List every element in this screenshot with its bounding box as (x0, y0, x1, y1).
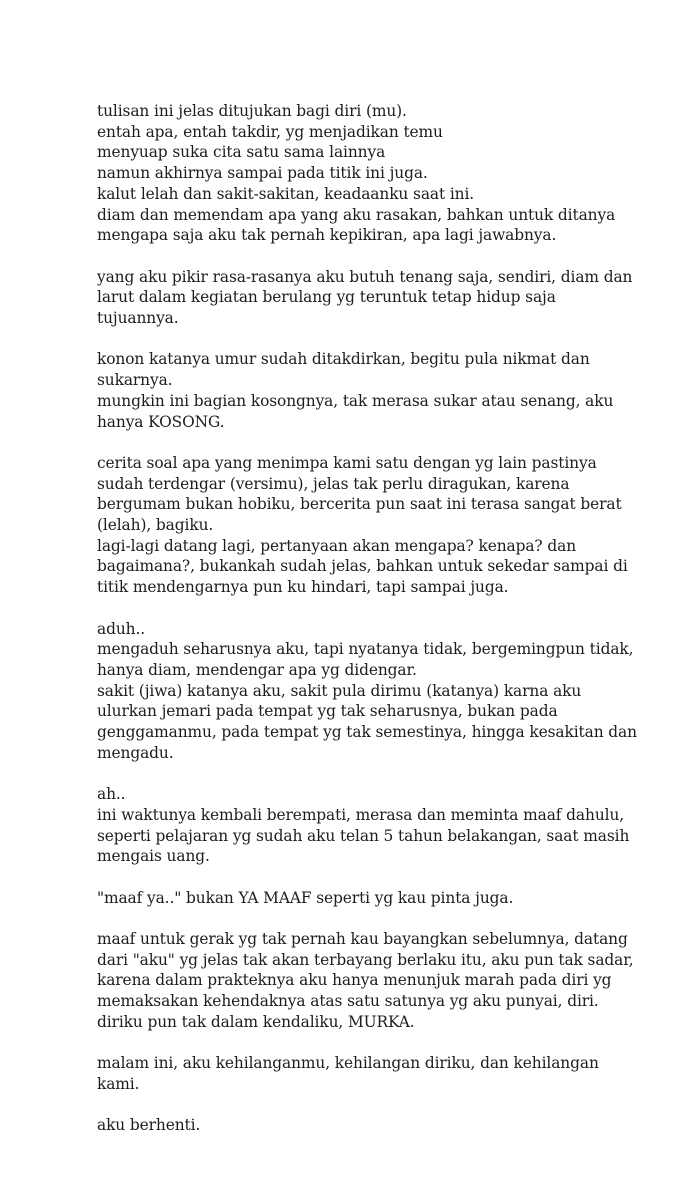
text-line: ulurkan jemari pada tempat yg tak seharusnya, bukan pada (97, 702, 558, 721)
text-line: tujuannya. (97, 309, 179, 328)
paragraph (97, 929, 634, 1033)
text-line: menyuap suka cita satu sama lainnya (97, 143, 386, 162)
text-line: hanya KOSONG. (97, 412, 225, 431)
text-line: sukarnya. (97, 371, 173, 390)
text-line: bergumam bukan hobiku, bercerita pun saat ini terasa sangat berat (97, 495, 622, 514)
text-line: hanya diam, mendengar apa yg didengar. (97, 660, 417, 679)
text-line: sudah terdengar (versimu), jelas tak perlu diragukan, karena (97, 474, 570, 493)
text-line: lagi-lagi datang lagi, pertanyaan akan mengapa? kenapa? dan (97, 536, 577, 555)
text-line: aku berhenti. (97, 1116, 201, 1135)
paragraph (97, 619, 637, 764)
text-line: mengapa saja aku tak pernah kepikiran, apa lagi jawabnya. (97, 226, 557, 245)
text-line: kalut lelah dan sakit-sakitan, keadaanku saat ini. (97, 184, 475, 203)
text-line: memaksakan kehendaknya atas satu satunya yg aku punyai, diri. (97, 992, 599, 1011)
text-line: titik mendengarnya pun ku hindari, tapi sampai juga. (97, 578, 509, 597)
paragraph (97, 453, 628, 598)
paragraph (97, 888, 617, 909)
text-line: (lelah), bagiku. (97, 516, 214, 535)
paragraph (97, 101, 617, 246)
text-line: entah apa, entah takdir, yg menjadikan temu (97, 122, 443, 141)
text-line: yang aku pikir rasa-rasanya aku butuh tenang saja, sendiri, diam dan (97, 267, 633, 286)
text-line: aduh.. (97, 619, 146, 638)
paragraph (97, 1115, 617, 1136)
text-line: larut dalam kegiatan berulang yg teruntuk tetap hidup saja (97, 288, 556, 307)
text-line: mengadu. (97, 743, 174, 762)
paragraph (97, 349, 617, 432)
text-line: karena dalam prakteknya aku hanya menunjuk marah pada diri yg (97, 971, 612, 990)
text-line: sakit (jiwa) katanya aku, sakit pula dirimu (katanya) karna aku (97, 681, 582, 700)
text-line: konon katanya umur sudah ditakdirkan, begitu pula nikmat dan (97, 350, 590, 369)
text-line: diriku pun tak dalam kendaliku, MURKA. (97, 1012, 415, 1031)
paragraph (97, 784, 630, 867)
text-line: "maaf ya.." bukan YA MAAF seperti yg kau pinta juga. (97, 888, 514, 907)
paragraph (97, 267, 633, 329)
text-line: mengais uang. (97, 847, 210, 866)
text-line: tulisan ini jelas ditujukan bagi diri (mu). (97, 102, 407, 120)
text-line: maaf untuk gerak yg tak pernah kau bayangkan sebelumnya, datang (97, 930, 628, 949)
poem-text-body (97, 101, 637, 1157)
text-line: malam ini, aku kehilanganmu, kehilangan diriku, dan kehilangan (97, 1054, 599, 1073)
text-line: cerita soal apa yang menimpa kami satu dengan yg lain pastinya (97, 453, 597, 472)
text-line: namun akhirnya sampai pada titik ini juga. (97, 164, 428, 183)
text-line: mengaduh seharusnya aku, tapi nyatanya tidak, bergemingpun tidak, (97, 640, 634, 659)
paragraph (97, 1053, 617, 1094)
text-line: genggamanmu, pada tempat yg tak semestinya, hingga kesakitan dan (97, 723, 637, 742)
text-line: dari "aku" yg jelas tak akan terbayang berlaku itu, aku pun tak sadar, (97, 950, 634, 969)
text-line: bagaimana?, bukankah sudah jelas, bahkan untuk sekedar sampai di (97, 557, 628, 576)
text-line: kami. (97, 1074, 140, 1093)
text-line: ini waktunya kembali berempati, merasa dan meminta maaf dahulu, (97, 805, 625, 824)
text-line: diam dan memendam apa yang aku rasakan, bahkan untuk ditanya (97, 205, 616, 224)
text-line: ah.. (97, 785, 126, 804)
text-line: mungkin ini bagian kosongnya, tak merasa sukar atau senang, aku (97, 391, 614, 410)
text-line: seperti pelajaran yg sudah aku telan 5 tahun belakangan, saat masih (97, 826, 630, 845)
